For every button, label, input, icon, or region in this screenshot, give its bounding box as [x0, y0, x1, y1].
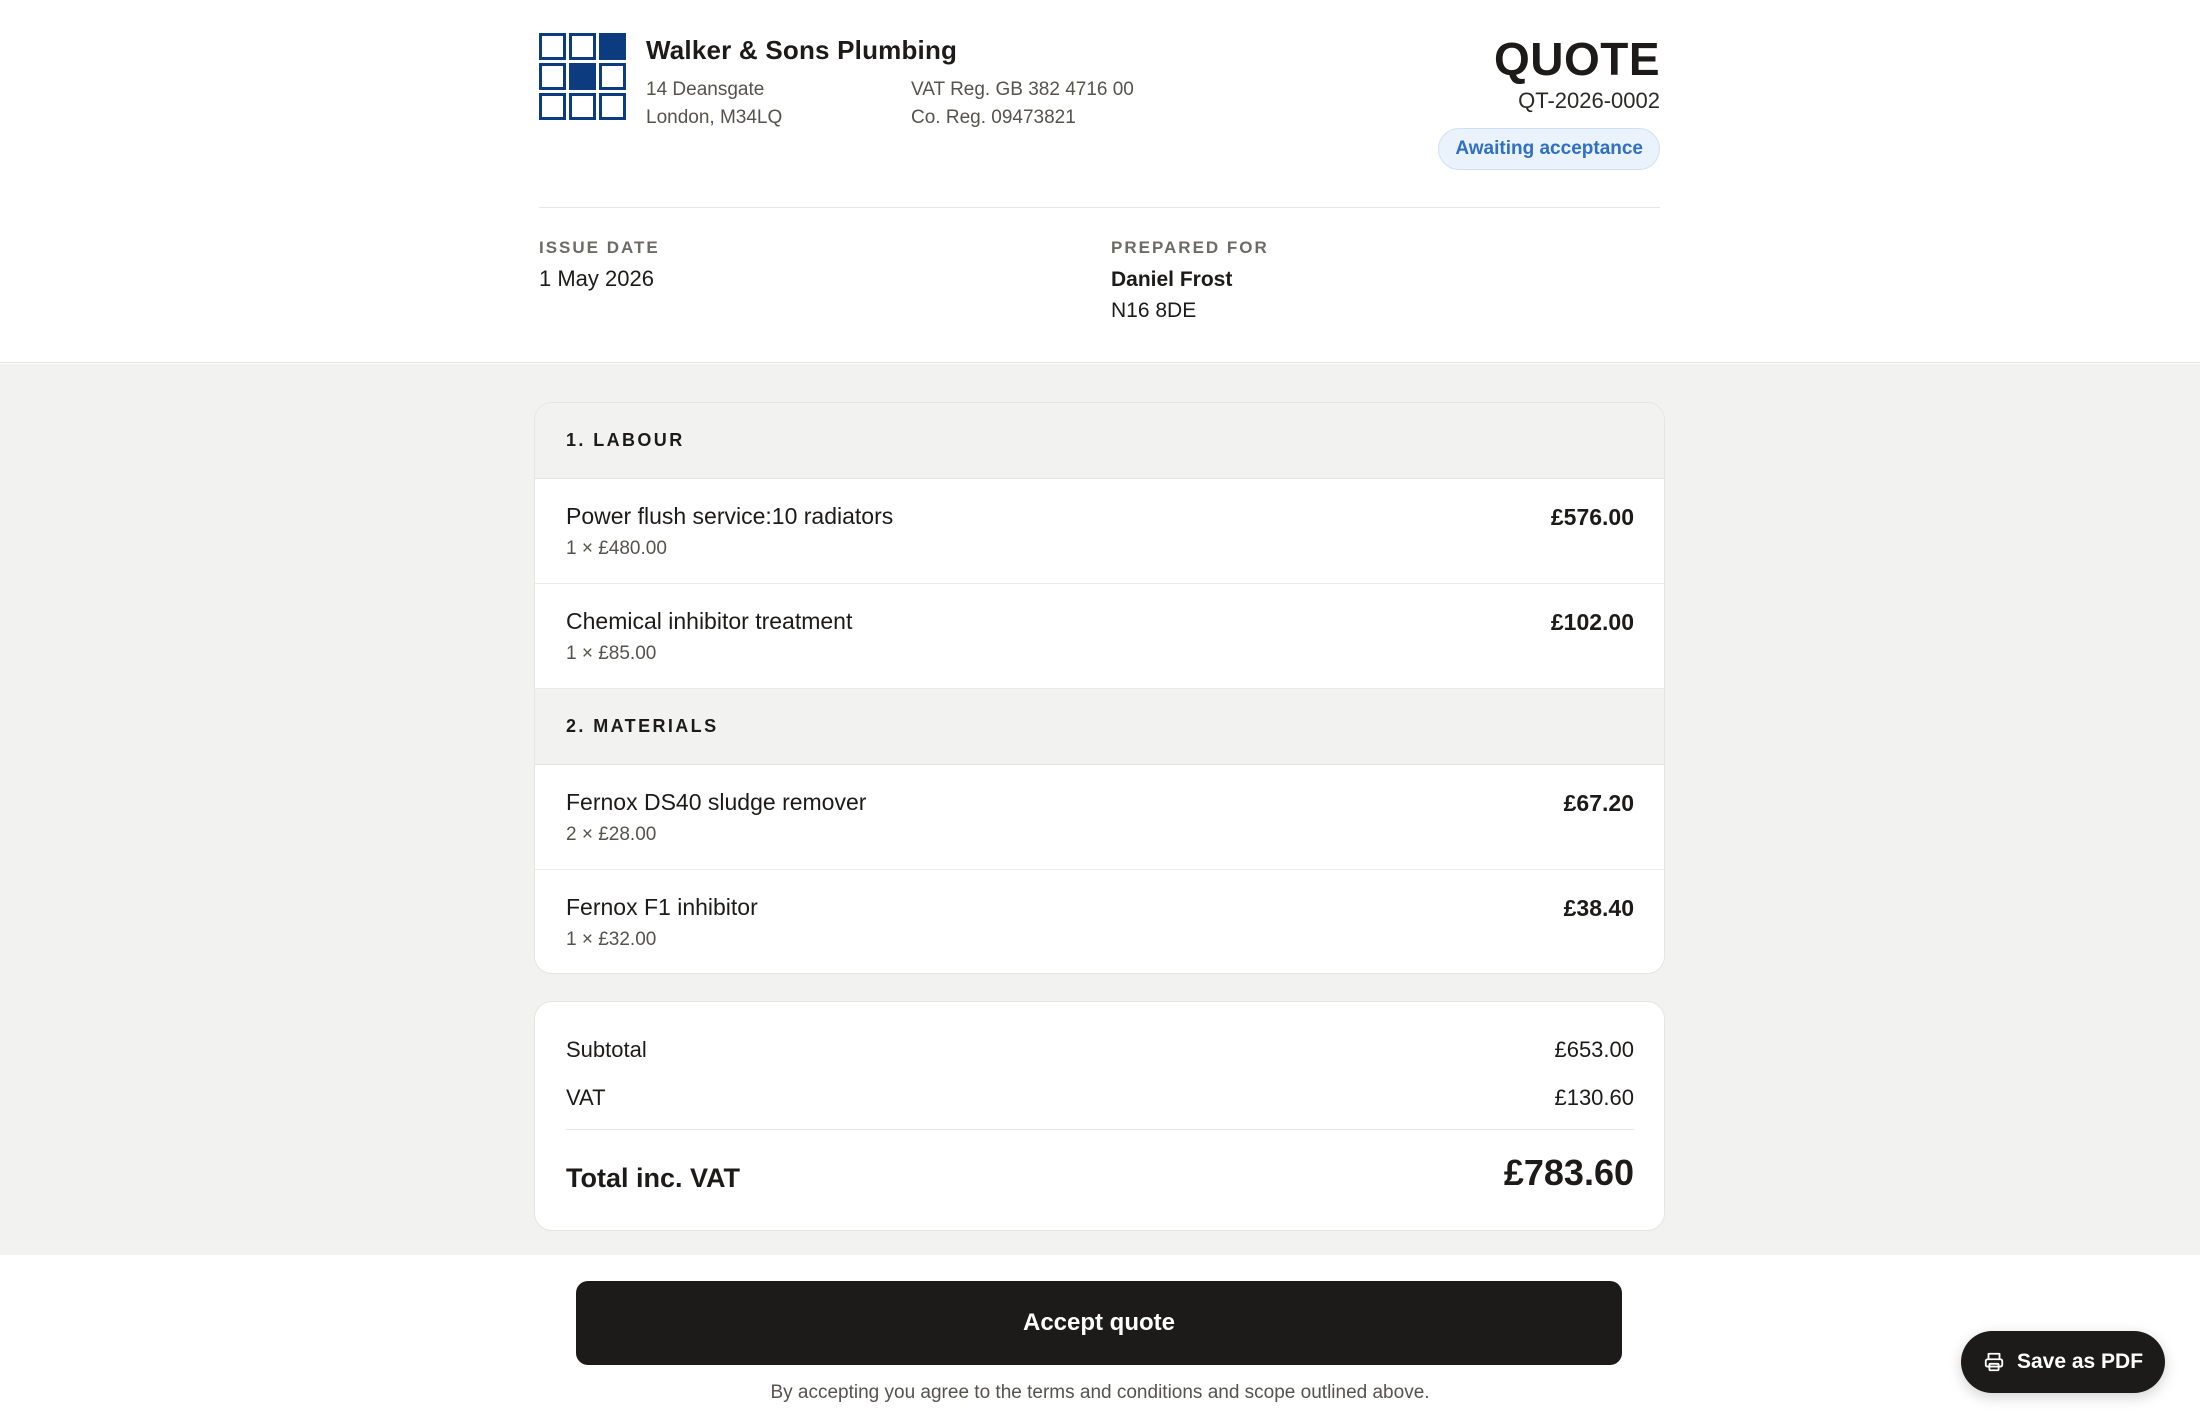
section-header-materials: 2. MATERIALS: [535, 689, 1664, 765]
item-total: £102.00: [1550, 609, 1634, 635]
issue-date-label: ISSUE DATE: [539, 238, 660, 257]
item-total: £576.00: [1550, 504, 1634, 530]
item-quantity: 1 × £480.00: [566, 538, 667, 559]
client-name: Daniel Frost: [1111, 268, 1233, 291]
item-name: Fernox DS40 sludge remover: [566, 789, 867, 815]
client-postcode: N16 8DE: [1111, 299, 1197, 322]
company-registration-number: Co. Reg. 09473821: [911, 107, 1076, 128]
address-line-1: 14 Deansgate: [646, 79, 765, 100]
line-item: [535, 870, 1664, 974]
line-item: [535, 479, 1664, 584]
company-address: [646, 76, 782, 132]
grand-total-value: £783.60: [1503, 1152, 1634, 1193]
totals-card: [534, 1001, 1665, 1231]
section-header-labour: 1. LABOUR: [535, 403, 1664, 479]
vat-value: £130.60: [1554, 1085, 1634, 1110]
quote-footer: [0, 1255, 2200, 1428]
item-total: £38.40: [1563, 895, 1634, 921]
item-quantity: 1 × £32.00: [566, 929, 657, 950]
company-name: Walker & Sons Plumbing: [646, 35, 958, 65]
vat-registration: VAT Reg. GB 382 4716 00: [911, 79, 1134, 100]
accept-quote-button[interactable]: Accept quote: [576, 1281, 1622, 1365]
header-row: [539, 32, 1660, 176]
item-total: £67.20: [1563, 790, 1634, 816]
item-quantity: 1 × £85.00: [566, 643, 657, 664]
totals-divider: [566, 1129, 1634, 1130]
item-name: Power flush service:10 radiators: [566, 503, 894, 529]
document-type-title: QUOTE: [1493, 33, 1660, 85]
prepared-for-label: PREPARED FOR: [1111, 238, 1269, 257]
item-quantity: 2 × £28.00: [566, 824, 657, 845]
quote-number: QT-2026-0002: [1518, 88, 1660, 113]
status-badge: Awaiting acceptance: [1438, 128, 1660, 170]
grand-total-label: Total inc. VAT: [566, 1163, 740, 1193]
item-name: Chemical inhibitor treatment: [566, 608, 853, 634]
header-divider: [539, 207, 1660, 208]
quote-header: [0, 0, 2200, 363]
line-item: [535, 765, 1664, 870]
subtotal-value: £653.00: [1554, 1037, 1634, 1062]
acceptance-terms-text: By accepting you agree to the terms and conditions and scope outlined above.: [770, 1382, 1430, 1403]
vat-label: VAT: [566, 1085, 606, 1110]
grid-logo-icon: [539, 33, 626, 120]
printer-icon: [1983, 1351, 2005, 1373]
issue-date: 1 May 2026: [539, 266, 654, 291]
address-line-2: London, M34LQ: [646, 107, 783, 128]
company-registration: [911, 76, 1134, 132]
subtotal-label: Subtotal: [566, 1037, 647, 1062]
save-as-pdf-label: Save as PDF: [2016, 1350, 2144, 1373]
line-items-card: [534, 402, 1665, 974]
line-item: [535, 584, 1664, 689]
save-as-pdf-button[interactable]: [1961, 1331, 2165, 1393]
item-name: Fernox F1 inhibitor: [566, 894, 758, 920]
